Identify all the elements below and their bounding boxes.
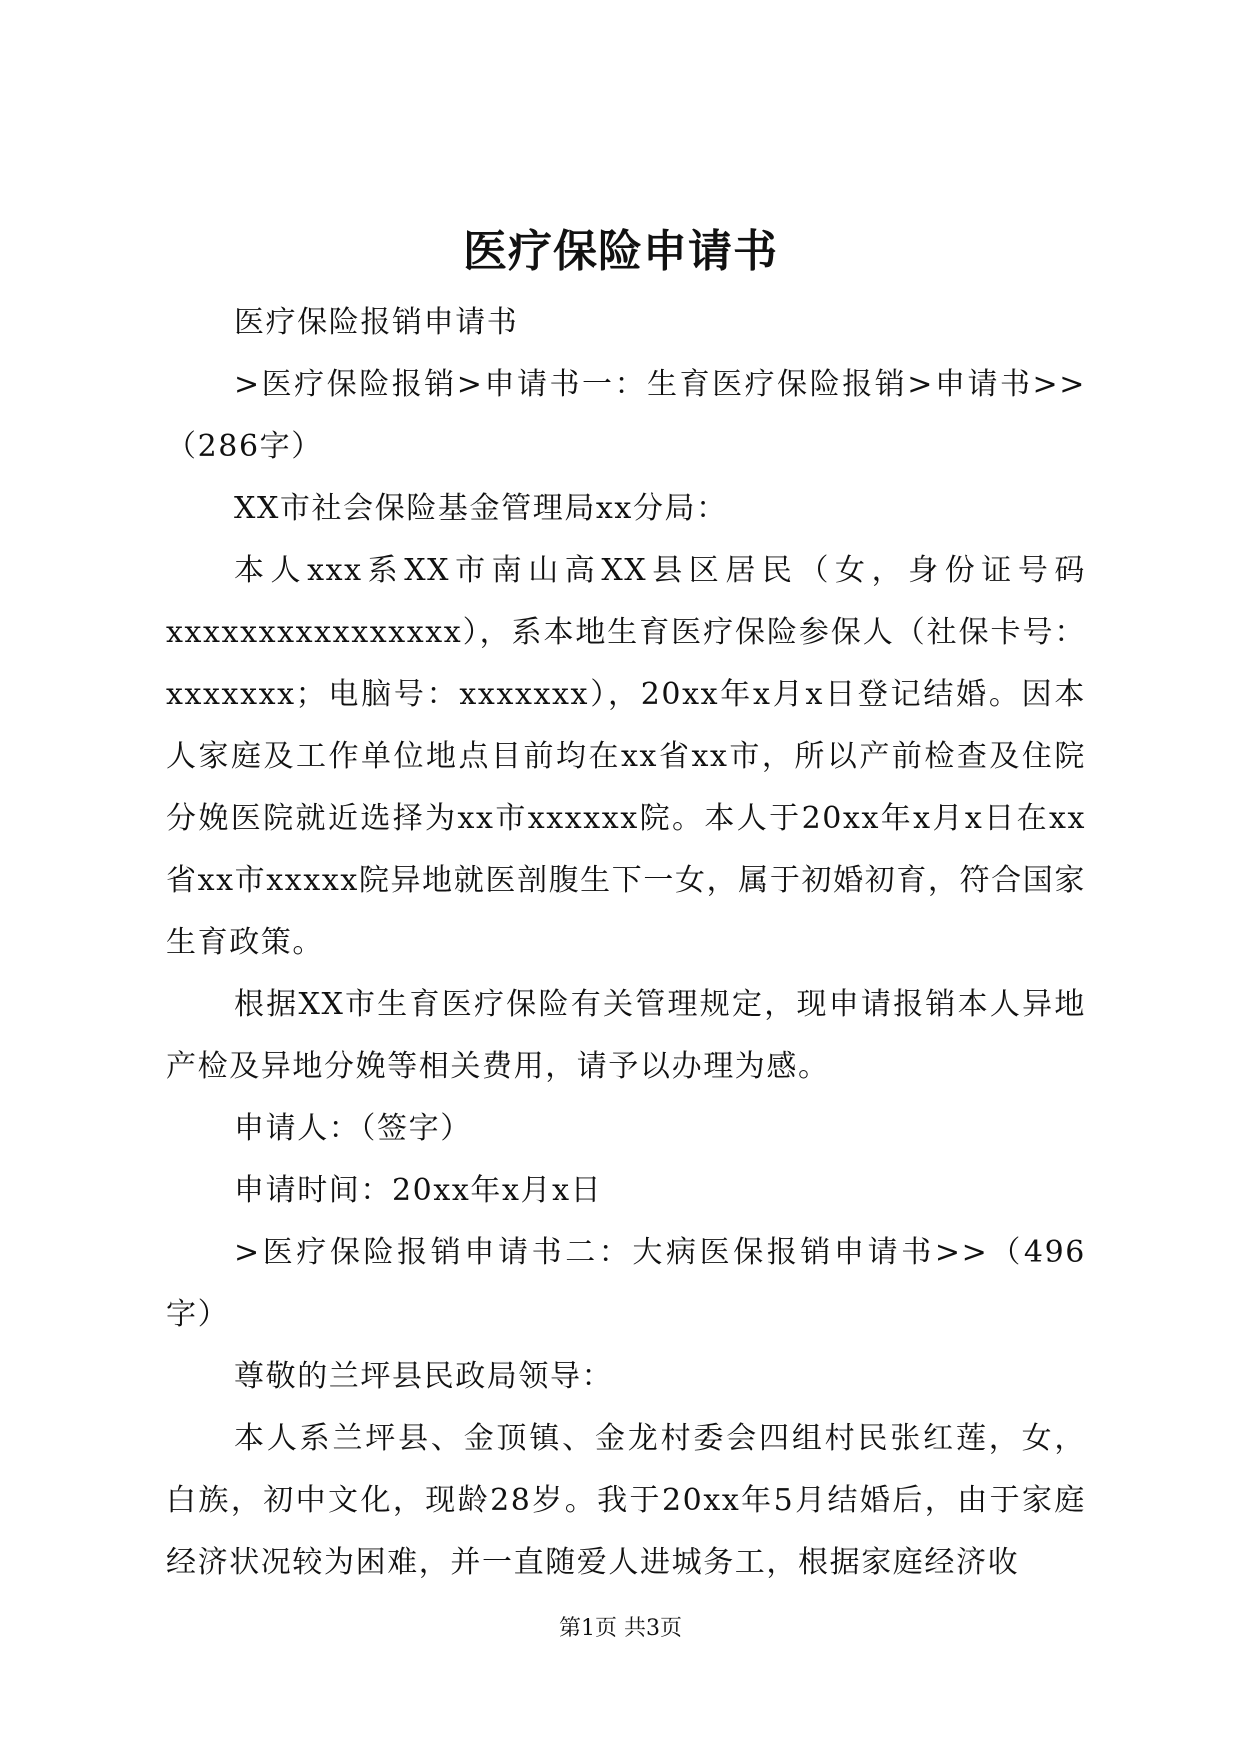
paragraph-body-2: 根据XX市生育医疗保险有关管理规定，现申请报销本人异地产检及异地分娩等相关费用，请予以办理为感。: [166, 987, 1086, 1084]
paragraph-body-1: 本人xxx系XX市南山高XX县区居民（女，身份证号码xxxxxxxxxxxxxxxx），系本地生育医疗保险参保人（社保卡号：xxxxxxx；电脑号：xxxxxxx），20xx年x月x日登记结婚。因本人家庭及工作单位地点目前均在xx省xx市，所以产前检查及住院分娩医院就近选择为xx市xxxxxx院。本人于20xx年x月x日在xx省xx市xxxxx院异地就医剖腹生下一女，属于初婚初育，符合国家生育政策。: [166, 553, 1086, 960]
document-title: 医疗保险申请书: [463, 226, 778, 277]
paragraph-section-link-1: >医疗保险报销>申请书一：生育医疗保险报销>申请书>>（286字）: [166, 367, 1086, 464]
paragraph-date: 申请时间：20xx年x月x日: [234, 1173, 603, 1208]
paragraph-section-link-2: >医疗保险报销申请书二：大病医保报销申请书>>（496字）: [166, 1235, 1086, 1332]
paragraph-salutation-1: XX市社会保险基金管理局xx分局：: [234, 491, 728, 526]
paragraph-subtitle: 医疗保险报销申请书: [234, 305, 519, 340]
paragraph-salutation-2: 尊敬的兰坪县民政局领导：: [234, 1359, 614, 1394]
page-footer: 第1页 共3页: [559, 1616, 682, 1641]
document-body: [166, 292, 1086, 1594]
paragraph-body-3: 本人系兰坪县、金顶镇、金龙村委会四组村民张红莲，女，白族，初中文化，现龄28岁。我于20xx年5月结婚后，由于家庭经济状况较为困难，并一直随爱人进城务工，根据家庭经济收: [166, 1421, 1086, 1580]
paragraph-applicant: 申请人：（签字）: [234, 1111, 472, 1146]
